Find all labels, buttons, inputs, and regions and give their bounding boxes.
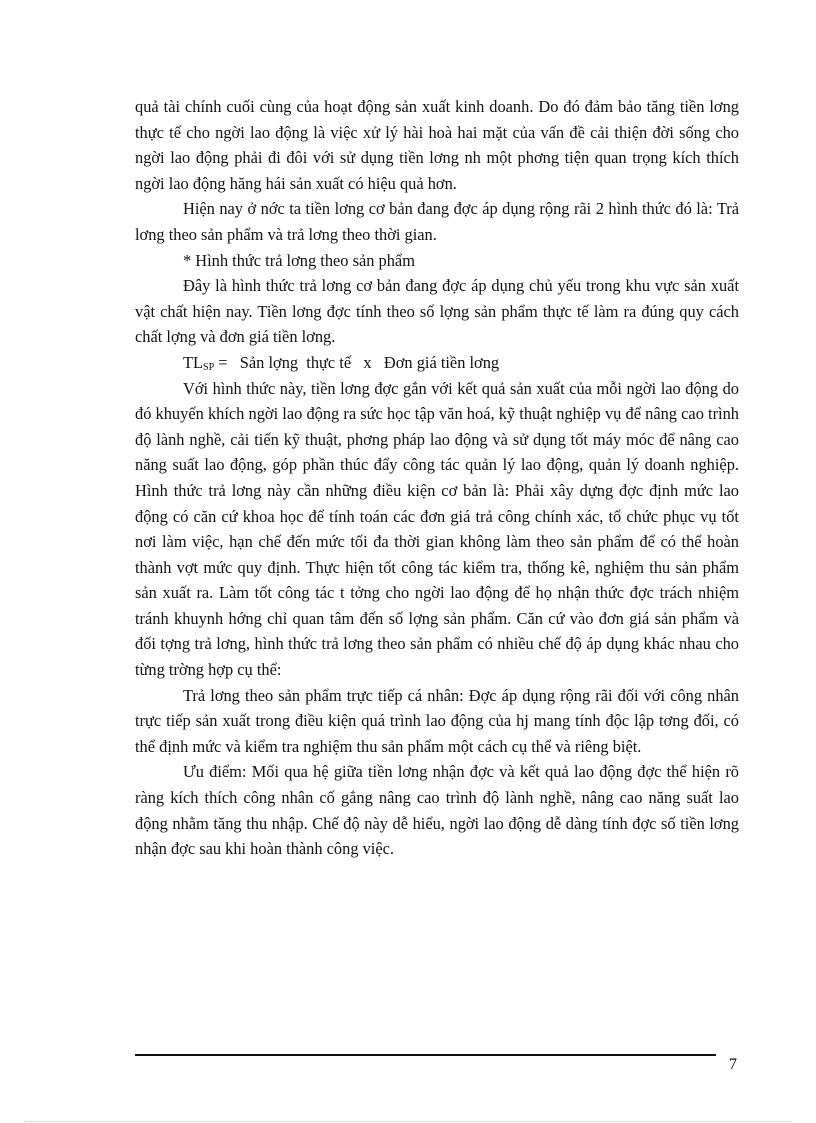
paragraph-continuation: quả tài chính cuối cùng của hoạt động sản xuất kinh doanh. Do đó đảm bảo tăng tiền lơng thực tế cho ngời lao động là việc xử lý hài hoà hai mặt của vấn đề cải thiện đời sống cho ngời lao động phải đi đôi với sử dụng tiền lơng nh một phơng tiện quan trọng kích thích ngời lao động hăng hái sản xuất có hiệu quả hơn.: [135, 97, 739, 193]
wage-formula: [135, 350, 739, 376]
page-number: 7: [729, 1056, 737, 1073]
footer-rule: [135, 1054, 716, 1056]
paragraph-piece-rate-definition: Đây là hình thức trả lơng cơ bản đang đợc áp dụng chủ yếu trong khu vực sản xuất vật chất hiện nay. Tiền lơng đợc tính theo số lợng sản phẩm thực tế làm ra đúng quy cách chất lợng và đơn giá tiền lơng.: [135, 276, 739, 347]
paragraph-direct-individual: Trả lơng theo sản phẩm trực tiếp cá nhân: Đợc áp dụng rộng rãi đối với công nhân trực tiếp sản xuất trong điều kiện quá trình lao động của hj mang tính độc lập tơng đối, có thể định mức và kiểm tra nghiệm thu sản phẩm một cách cụ thể và riêng biệt.: [135, 685, 739, 756]
paragraph-advantages: Ưu điểm: Mối qua hệ giữa tiền lơng nhận đợc và kết quả lao động đợc thể hiện rõ ràng kích thích công nhân cố gắng nâng cao trình độ lành nghề, nâng cao năng suất lao động nhằm tăng thu nhập. Chế độ này dễ hiểu, ngời lao động dễ dàng tính đợc số tiền lơng nhận đợc sau khi hoàn thành công việc.: [135, 762, 739, 859]
paragraph-payment-forms: Hiện nay ở nớc ta tiền lơng cơ bản đang đợc áp dụng rộng rãi 2 hình thức đó là: Trả lơng theo sản phẩm và trả lơng theo thời gian.: [135, 199, 739, 244]
document-body: [135, 94, 739, 862]
page-bottom-border: [24, 1121, 792, 1122]
formula-rhs: = Sản lợng thực tế x Đơn giá tiền lơng: [214, 352, 500, 372]
section-heading-piece-rate: * Hình thức trả lơng theo sản phẩm: [183, 250, 415, 270]
paragraph-piece-rate-benefits: Với hình thức này, tiền lơng đợc gắn với kết quả sản xuất của mỗi ngời lao động do đó khuyến khích ngời lao động ra sức học tập văn hoá, kỹ thuật nghiệp vụ để nâng cao trình độ lành nghề, cải tiến kỹ thuật, phơng pháp lao động và sử dụng tốt máy móc để nâng cao năng suất lao động, góp phần thúc đẩy công tác quản lý lao động, quản lý doanh nghiệp. Hình thức trả lơng này cần những điều kiện cơ bản là: Phải xây dựng đợc định mức lao động có căn cứ khoa học để tính toán các đơn giá trả công chính xác, tổ chức phục vụ tốt nơi làm việc, hạn chế đến mức tối đa thời gian không làm theo sản phẩm để có thể hoàn thành vợt mức quy định. Thực hiện tốt công tác kiểm tra, thống kê, nghiệm thu sản phẩm sản xuất ra. Làm tốt công tác t tởng cho ngời lao động để họ nhận thức đợc trách nhiệm tránh khuynh hớng chỉ quan tâm đến số lợng sản phẩm. Căn cứ vào đơn giá sản phẩm và đối tợng trả lơng, hình thức trả lơng theo sản phẩm có nhiều chế độ áp dụng khác nhau cho từng trờng hợp cụ thể:: [135, 378, 739, 680]
formula-lhs-subscript: SP: [203, 361, 215, 373]
formula-lhs: TL: [183, 352, 204, 372]
